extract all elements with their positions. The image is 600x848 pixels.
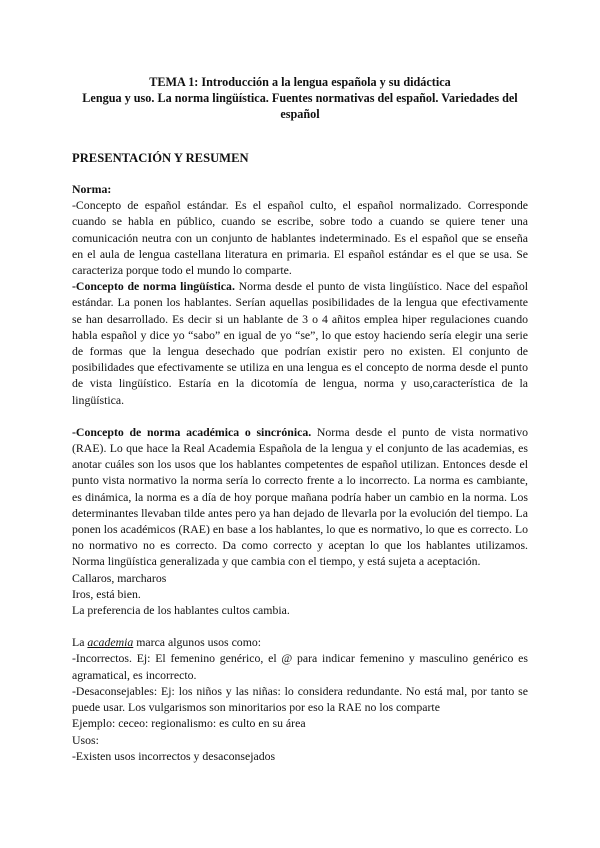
example-line-1: Callaros, marcharos	[72, 570, 167, 585]
norma-linguistica-term: -Concepto de norma lingüística.	[72, 279, 235, 294]
usos-intro-post: marca algunos usos como:	[133, 635, 262, 650]
usos-desaconsejables: -Desaconsejables: Ej: los niños y las niñas: lo considera redundante. No está mal, por tanto se puede usar. Los vulgarismos son minoritarios por eso la RAE no los comparte	[72, 683, 528, 715]
usos-label: Usos:	[72, 732, 99, 747]
title-line-3: español	[280, 107, 320, 121]
document-title	[72, 74, 528, 122]
norma-linguistica-text: Norma desde el punto de vista lingüístico. Nace del español estándar. La ponen los hablantes. Serían aquellas posibilidades de la lengua que efectivamente se han desarrollado. Es decir si un hablante de 3 o 4 añitos emplea hiper regulaciones cuando habla español y dice yo “sabo” en igual de yo “se”, lo que estoy haciendo sería elegir una serie de formas que la lengua desechado que podrían existir pero no existen. El conjunto de posibilidades que efectivamente se utiliza en una lengua es el concepto de norma desde el punto de vista lingüístico. Estaría en la dicotomía de lengua, norma y uso,característica de la lingüística.	[72, 279, 529, 407]
section-heading: PRESENTACIÓN Y RESUMEN	[72, 151, 249, 165]
paragraph-espanol-estandar: -Concepto de español estándar. Es el español culto, el español normalizado. Corresponde cuando se habla en público, cuando se escribe, sobre todo a cuando se quiere tener una comunicación neutra con un conjunto de hablantes indeterminado. Es el español que se enseña en el aula de lengua castellana literatura en primaria. El español estándar es el que se usa. Se caracteriza porque todo el mundo lo comparte.	[72, 198, 528, 278]
norma-label: Norma:	[72, 182, 112, 196]
paragraph-norma-academica	[72, 424, 528, 570]
example-line-3: La preferencia de los hablantes cultos cambia.	[72, 603, 290, 618]
usos-ejemplo: Ejemplo: ceceo: regionalismo: es culto en su área	[72, 716, 306, 731]
usos-intro	[72, 634, 528, 650]
norma-academica-text: Norma desde el punto de vista normativo (RAE). Lo que hace la Real Academia Española de la lengua y el conjunto de las academias, es anotar cuáles son los usos que los hablantes competentes de español utilizan. Entonces desde el punto vista normativo la norma sería lo correcto frente a lo incorrecto. La norma es cambiante, es dinámica, la norma es a día de hoy porque mañana podría haber un cambio en la norma. Los determinantes llevaban tilde antes pero ya han dejado de llevarla por la evolución del tiempo. La ponen los académicos (RAE) en base a los hablantes, lo que es normativo, lo que es correcto. Lo no normativo no es correcto. Da como correcto y aceptan lo que los hablantes utilizamos. Norma lingüística generalizada y que cambia con el tiempo, y está sujeta a aceptación.	[72, 424, 529, 569]
usos-existen: -Existen usos incorrectos y desaconsejados	[72, 748, 276, 763]
example-line-2: Iros, está bien.	[72, 586, 141, 601]
academia-link[interactable]: academia	[87, 635, 134, 650]
usos-intro-pre: La	[72, 635, 88, 650]
document-body	[72, 181, 528, 764]
usos-incorrectos: -Incorrectos. Ej: El femenino genérico, el @ para indicar femenino y masculino genérico es agramatical, es incorrecto.	[72, 651, 528, 682]
title-line-1: TEMA 1: Introducción a la lengua española y su didáctica	[149, 75, 451, 89]
title-line-2: Lengua y uso. La norma lingüística. Fuentes normativas del español. Variedades del	[82, 91, 518, 105]
paragraph-norma-linguistica	[72, 278, 528, 408]
norma-academica-term: -Concepto de norma académica o sincrónica.	[72, 424, 312, 439]
